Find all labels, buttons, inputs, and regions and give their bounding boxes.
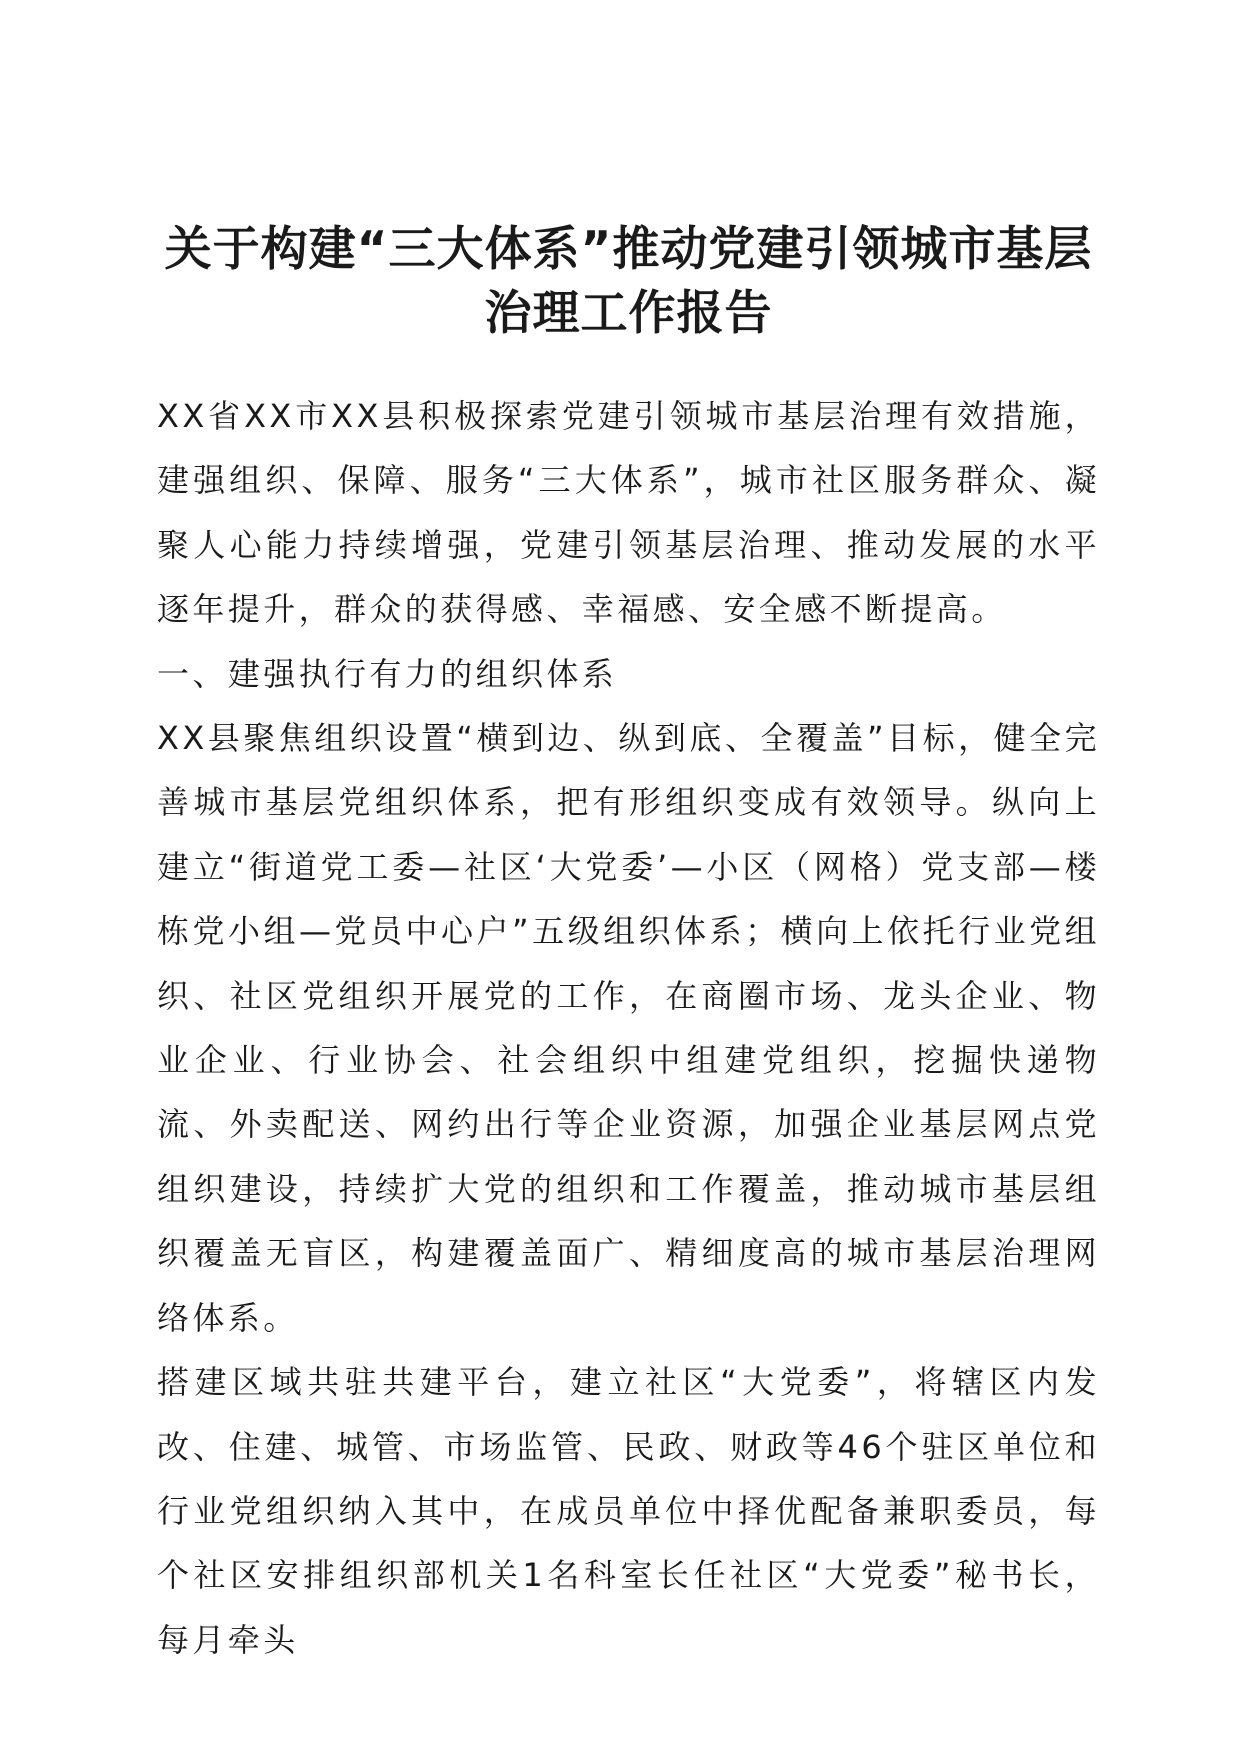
section-paragraph-2: 搭建区域共驻共建平台，建立社区“大党委”，将辖区内发改、住建、城管、市场监管、民政、财政等46个驻区单位和行业党组织纳入其中，在成员单位中择优配备兼职委员，每个社区安排组织部机关1名科室长任社区“大党委”秘书长，每月牵头 [157,1363,1100,1659]
document-body [157,384,1100,1672]
section-paragraph-1: XX县聚焦组织设置“横到边、纵到底、全覆盖”目标，健全完善城市基层党组织体系，把有形组织变成有效领导。纵向上建立“街道党工委—社区‘大党委’—小区（网格）党支部—楼栋党小组—党员中心户”五级组织体系；横向上依托行业党组织、社区党组织开展党的工作，在商圈市场、龙头企业、物业企业、行业协会、社会组织中组建党组织，挖掘快递物流、外卖配送、网约出行等企业资源，加强企业基层网点党组织建设，持续扩大党的组织和工作覆盖，推动城市基层组织覆盖无盲区，构建覆盖面广、精细度高的城市基层治理网络体系。 [157,719,1100,1337]
section-heading: 一、建强执行有力的组织体系 [157,654,618,693]
intro-paragraph: XX省XX市XX县积极探索党建引领城市基层治理有效措施，建强组织、保障、服务“三大体系”，城市社区服务群众、凝聚人心能力持续增强，党建引领基层治理、推动发展的水平逐年提升，群众的获得感、幸福感、安全感不断提高。 [157,397,1100,629]
document-title: 关于构建“三大体系”推动党建引领城市基层治理工作报告 [164,222,1093,341]
